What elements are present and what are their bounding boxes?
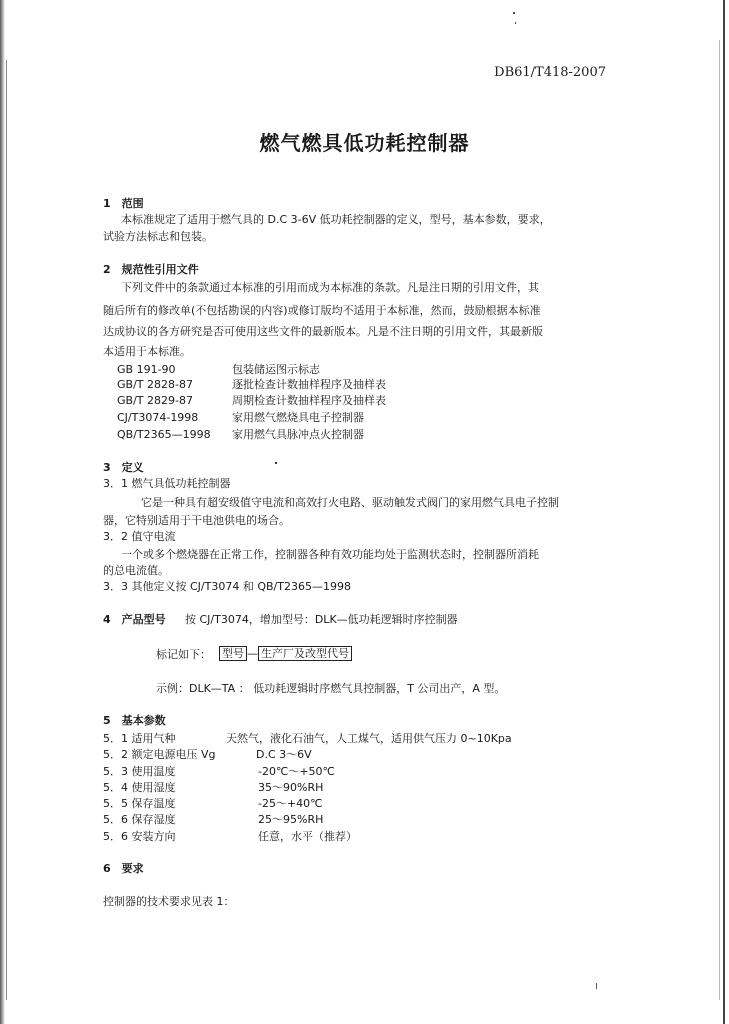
section-2-line-1: 下列文件中的条款通过本标准的引用而成为本标准的条款。凡是注日期的引用文件，其 xyxy=(121,281,539,294)
mark-box-model: 型号 xyxy=(219,646,247,661)
param-value: 25～95%RH xyxy=(258,813,324,826)
definition-3-1-line-2: 器，它特别适用于干电池供电的场合。 xyxy=(103,514,290,527)
section-1-heading: 1 范围 xyxy=(103,197,144,210)
document-title: 燃气燃具低功耗控制器 xyxy=(259,131,470,155)
standard-code: DB61/T418-2007 xyxy=(494,65,606,80)
param-value: -20℃～+50℃ xyxy=(258,765,335,778)
param-value: D.C 3～6V xyxy=(256,748,312,761)
param-key: 5．6 安装方向 xyxy=(103,830,176,843)
section-1-line-1: 本标准规定了适用于燃气具的 D.C 3-6V 低功耗控制器的定义，型号，基本参数，要求， xyxy=(121,213,551,226)
mark-box-maker: 生产厂及改型代号 xyxy=(258,646,352,661)
param-key: 5．2 额定电源电压 Vg xyxy=(103,748,216,761)
definition-3-3: 3．3 其他定义按 CJ/T3074 和 QB/T2365—1998 xyxy=(103,580,351,593)
param-key: 5．4 使用湿度 xyxy=(103,781,176,794)
param-value: 天然气，液化石油气，人工煤气，适用供气压力 0~10Kpa xyxy=(226,732,512,745)
definition-3-2-line-1: 一个或多个燃烧器在正常工作，控制器各种有效功能均处于监测状态时，控制器所消耗 xyxy=(121,548,539,561)
section-4-heading: 4 产品型号 xyxy=(103,613,166,626)
ref-name: 逐批检查计数抽样程序及抽样表 xyxy=(232,378,386,391)
ref-name: 家用燃气具脉冲点火控制器 xyxy=(232,428,364,441)
ref-name: 周期检查计数抽样程序及抽样表 xyxy=(232,394,386,407)
scan-speck xyxy=(513,12,515,14)
section-2-line-2: 随后所有的修改单(不包括勘误的内容)或修订版均不适用于本标准，然而，鼓励根据本标准 xyxy=(103,304,541,317)
ref-code: GB 191-90 xyxy=(117,363,176,376)
scan-speck xyxy=(275,462,277,464)
param-key: 5．5 保存温度 xyxy=(103,797,176,810)
section-4-text: 按 CJ/T3074，增加型号：DLK—低功耗逻辑时序控制器 xyxy=(185,613,458,626)
ref-code: GB/T 2829-87 xyxy=(117,394,193,407)
section-2-heading: 2 规范性引用文件 xyxy=(103,263,199,276)
scan-speck xyxy=(515,22,516,24)
param-key: 5．3 使用温度 xyxy=(103,765,176,778)
definition-3-1-line-1: 它是一种具有超安级值守电流和高效打火电路、驱动触发式阀门的家用燃气具电子控制 xyxy=(141,496,559,509)
ref-name: 包装储运图示标志 xyxy=(232,363,320,376)
scan-speck xyxy=(596,983,597,989)
param-key: 5．1 适用气种 xyxy=(103,732,176,745)
section-2-line-4: 本适用于本标准。 xyxy=(103,345,191,358)
mark-format: 型号 — 生产厂及改型代号 xyxy=(219,647,352,661)
ref-code: CJ/T3074-1998 xyxy=(117,411,199,424)
ref-name: 家用燃气燃烧具电子控制器 xyxy=(232,411,364,424)
ref-code: GB/T 2828-87 xyxy=(117,378,193,391)
scan-edge-right-line xyxy=(719,40,720,1000)
param-value: -25～+40℃ xyxy=(258,797,323,810)
param-value: 任意，水平（推荐） xyxy=(258,830,357,843)
section-1-line-2: 试验方法标志和包装。 xyxy=(103,230,213,243)
definition-3-1: 3．1 燃气具低功耗控制器 xyxy=(103,477,231,490)
model-example: 示例：DLK—TA ： 低功耗逻辑时序燃气具控制器，T 公司出产，A 型。 xyxy=(156,682,506,695)
section-6-text: 控制器的技术要求见表 1： xyxy=(103,895,235,908)
param-value: 35～90%RH xyxy=(258,781,324,794)
definition-3-2: 3．2 值守电流 xyxy=(103,530,176,543)
scan-edge-left-line xyxy=(6,60,7,1000)
section-2-line-3: 达成协议的各方研究是否可使用这些文件的最新版本。凡是不注日期的引用文件，其最新版 xyxy=(103,325,543,338)
param-key: 5．6 保存湿度 xyxy=(103,813,176,826)
mark-label: 标记如下： xyxy=(156,648,211,661)
ref-code: QB/T2365—1998 xyxy=(117,428,211,441)
section-6-heading: 6 要求 xyxy=(103,862,144,875)
section-3-heading: 3 定义 xyxy=(103,461,144,474)
section-5-heading: 5 基本参数 xyxy=(103,714,166,727)
definition-3-2-line-2: 的总电流值。 xyxy=(103,564,169,577)
